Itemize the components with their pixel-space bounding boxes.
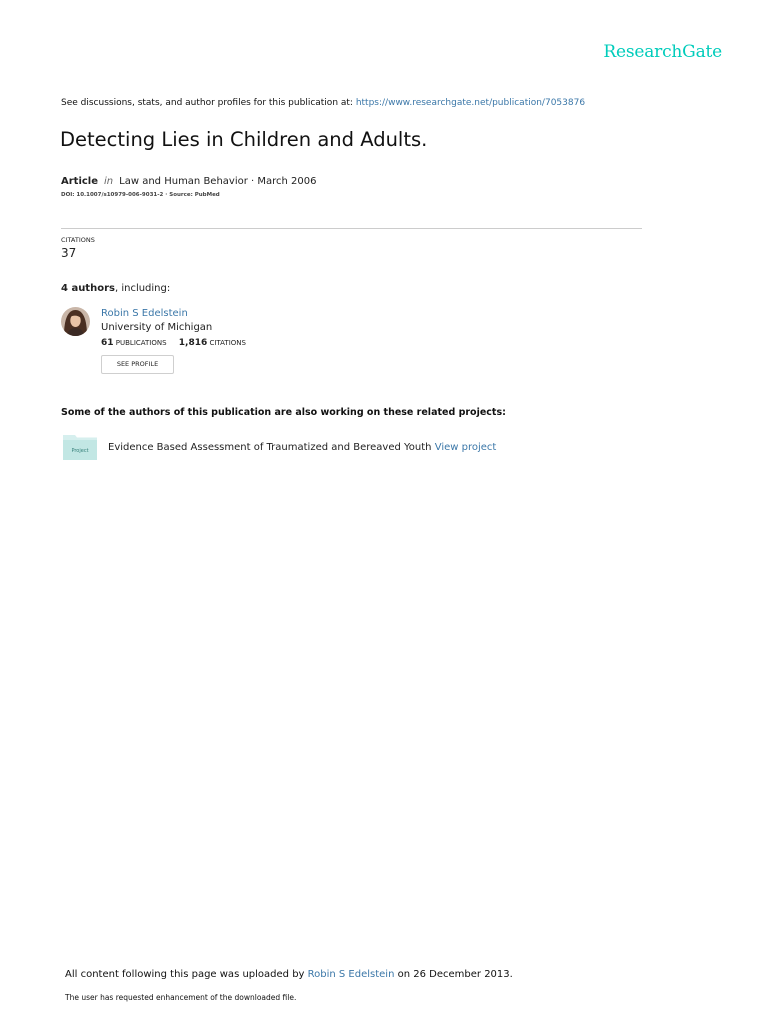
see-profile-button[interactable]: SEE PROFILE <box>101 355 174 374</box>
view-project-link[interactable]: View project <box>434 442 497 453</box>
publication-title: Detecting Lies in Children and Adults. <box>60 128 428 151</box>
doi-source: DOI: 10.1007/s10979-006-9031-2 · Source: PubMed <box>61 192 220 198</box>
citations-label: CITATIONS <box>61 236 95 244</box>
profile-notice-text: See discussions, stats, and author profiles for this publication at: <box>61 98 356 108</box>
publication-url-link[interactable]: https://www.researchgate.net/publication/7053876 <box>355 98 586 108</box>
venue-date: Law and Human Behavior · March 2006 <box>119 176 317 187</box>
author-avatar-icon[interactable] <box>61 307 90 336</box>
upload-prefix: All content following this page was uploaded by <box>65 969 308 980</box>
author-stats <box>101 338 246 348</box>
divider <box>61 228 642 229</box>
author-citations-count: 1,816 <box>178 338 208 348</box>
in-word: in <box>104 176 114 187</box>
project-entry <box>108 442 496 453</box>
publication-type: Article <box>61 176 99 187</box>
folder-label: Project <box>71 448 89 454</box>
project-title: Evidence Based Assessment of Traumatized and Bereaved Youth <box>108 442 435 453</box>
authors-count-bold: 4 authors <box>61 283 115 294</box>
author-name-link[interactable]: Robin S Edelstein <box>101 308 188 319</box>
upload-suffix: on 26 December 2013. <box>394 969 513 980</box>
related-projects-heading: Some of the authors of this publication are also working on these related projects: <box>61 407 506 418</box>
author-publications-count: 61 <box>101 338 114 348</box>
author-citations-label: CITATIONS <box>209 339 246 347</box>
researchgate-logo[interactable]: ResearchGate <box>603 42 722 62</box>
enhancement-note: The user has requested enhancement of the downloaded file. <box>65 993 297 1002</box>
uploader-link[interactable]: Robin S Edelstein <box>307 969 395 980</box>
author-publications-label: PUBLICATIONS <box>115 339 167 347</box>
profile-notice <box>61 98 585 108</box>
upload-info <box>65 969 513 980</box>
authors-count <box>61 283 170 294</box>
author-institution: University of Michigan <box>101 322 213 333</box>
folder-shape <box>63 432 97 460</box>
authors-count-suffix: , including: <box>114 283 171 294</box>
project-folder-icon <box>63 432 97 460</box>
publication-meta <box>61 176 317 187</box>
citations-value: 37 <box>61 246 77 260</box>
author-avatar-photo <box>61 307 90 336</box>
